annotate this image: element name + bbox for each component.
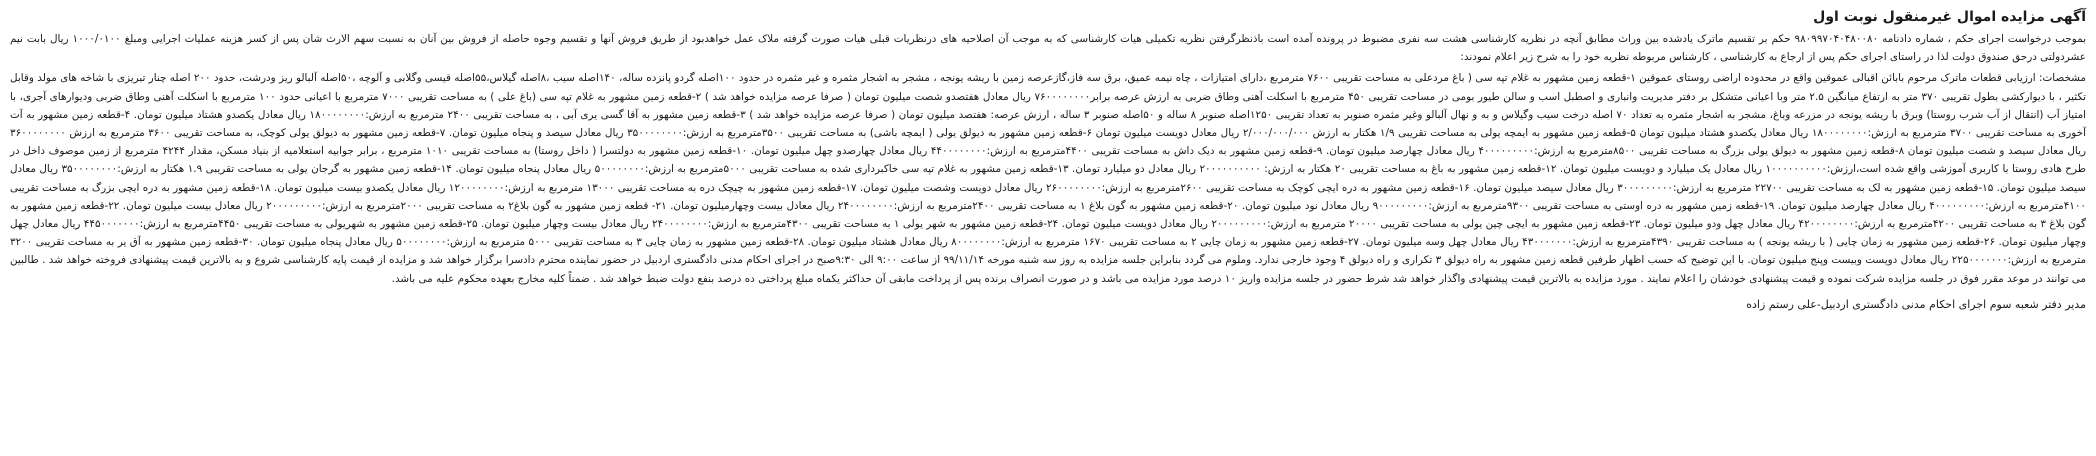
notice-intro-paragraph: بموجب درخواست اجرای حکم ، شماره دادنامه ۹۸۰۹۹۷۰۴۰۴۸۰۰۸۰ حکم بر تقسیم ماترک یادشده بین وراث مطابق آنچه در نظریه کارشناسی هشت سه نفری مضبوط در پرونده آمده است باذنظرگرفتن نظریه تکمیلی هیات کارشناسی که به موجب آن اصلاحیه های درنظریات قبلی هیات صورت گرفته ملاک عمل خواهدبود از طریق فروش آنها و تقسیم وجوه حاصله از فروش بین آنان به نسبت سهم الارث شان پس از کسر هزینه عملیات اجرایی ومبلغ ۱۰۰۰/۰۱۰۰ ریال بابت نیم عشردولتی درحق صندوق دولت لذا در راستای اجرای حکم پس از ارجاع به کارشناسی ، کارشناس مربوطه نظریه خود را به شرح زیر اعلام نمودند:	[10, 33, 2086, 64]
notice-title: آگهی مزایده اموال غیرمنقول نوبت اول	[1813, 9, 2086, 25]
notice-signature: مدیر دفتر شعبه سوم اجرای احکام مدنی دادگستری اردبیل-علی رستم زاده	[1746, 297, 2086, 311]
notice-body-paragraph: مشخصات: ارزیابی قطعات ماترک مرحوم بابائن اقبالی عموقین واقع در محدوده اراضی روستای عموقین ۱-قطعه زمین مشهور به غلام تپه سی ( باغ مردعلی به مساحت تقریبی ۷۶۰۰ مترمربع ،دارای امتیازات ، چاه نیمه عمیق، برق سه فاز،گازعرصه زمین با ریشه یونجه ، مشجر به اشجار مثمره و غیر مثمره در حدود ۱۰۰اصله گردو پانزده ساله، ۱۴۰اصله سیب ،۸اصله گیلاس،۵۵اصله قیسی وگلابی و آلوچه ،۵۰اصله آلبالو ریز ودرشت، حدود ۲۰۰ اصله چنار تبریزی با شاخه های مولد وقابل تکثیر ، با دیوارکشی بطول تقریبی ۳۷۰ متر به ارتفاع میانگین ۲.۵ متر وبا اعیانی متشکل بر دفتر مدیریت وانباری و اصطبل اسب و سالن طیور بومی در مساحت تقریبی ۴۵۰ مترمربع با اسکلت آهنی وطاق ضربی به ارزش عرصه برابر۷۶۰۰۰۰۰۰۰۰ ریال معادل هفتصدو شصت میلیون تومان ( صرفا عرصه مزایده خواهد شد ) ۲-قطعه زمین مشهور به غلام تپه سی (باغ علی ) به مساحت تقریبی ۷۰۰۰ مترمربع با اعیانی حدود ۱۰۰ مترمربع با اسکلت آهنی وطاق ضربی ودیوارهای آجری، با امتیاز آب (انتقال از آب شرب روستا) وبرق با ریشه یونجه در مزرعه وباغ، مشجر به اشجار مثمره به تعداد ۷۰ اصله درخت سیب وگیلاس و به و نهال آلبالو وغیر مثمره صنوبر به تعداد تقریبی ۱۲۵۰اصله صنوبر ۸ ساله و ۵۰اصله صنوبر ۳ ساله ، ارزش عرصه: هفتصد میلیون تومان ( صرفا عرصه مزایده خواهد شد ) ۳-قطعه زمین مشهور به آقا گسی یری آبی ، به مساحت تقریبی ۲۴۰۰ مترمربع به ارزش:۱۸۰۰۰۰۰۰۰۰ ریال معادل یکصدو هشتاد میلیون تومان. ۴-قطعه زمین مشهور به آت آخوری به مساحت تقریبی ۳۷۰۰ مترمربع به ارزش:۱۸۰۰۰۰۰۰۰۰ ریال معادل یکصدو هشتاد میلیون تومان ۵-قطعه زمین مشهور به ایمچه یولی به مساحت تقریبی ۱/۹ هکتار به ارزش ۲/۰۰۰/۰۰۰/۰۰۰ ریال معادل دویست میلیون تومان ۶-قطعه زمین مشهور به دیولق یولی ( ایمچه باشی) به مساحت تقریبی ۳۵۰۰مترمربع به ارزش:۳۵۰۰۰۰۰۰۰۰ ریال معادل سیصد و پنجاه میلیون تومان. ۷-قطعه زمین مشهور به دیولق یولی کوچک، به مساحت تقریبی ۳۶۰۰ مترمربع به ارزش ۳۶۰۰۰۰۰۰۰۰ ریال معادل سیصد و شصت میلیون تومان ۸-قطعه زمین مشهور به دیولق یولی بزرگ به مساحت تقریبی ۸۵۰۰مترمربع به ارزش:۴۰۰۰۰۰۰۰۰۰ ریال معادل چهارصد میلیون تومان. ۹-قطعه زمین مشهور به دیک داش به مساحت تقریبی ۴۴۰۰مترمربع به ارزش:۴۴۰۰۰۰۰۰۰۰ ریال معادل چهارصدو چهل میلیون تومان. ۱۰-قطعه زمین مشهور به دولتسرا ( داخل روستا) به مساحت تقریبی ۱۰۱۰ مترمربع ، برابر جوابیه استعلامیه از بنیاد مسکن، مقدار ۴۲۴۴ مترمربع از زمین موصوف داخل در طرح هادی روستا با کاربری آموزشی واقع شده است،ارزش:۱۰۰۰۰۰۰۰۰۰۰ ریال معادل یک میلیارد و دویست میلیون تومان. ۱۲-قطعه زمین مشهور به باغ به مساحت تقریبی ۲۰ هکتار به ارزش: ۲۰۰۰۰۰۰۰۰۰۰ ریال معادل دو میلیارد تومان. ۱۳-قطعه زمین مشهور به غلام تپه سی خاکبرداری شده به مساحت تقریبی ۵۰۰۰مترمربع به ارزش:۵۰۰۰۰۰۰۰۰ ریال معادل پنجاه میلیون تومان. ۱۴-قطعه زمین مشهور به گرجان یولی به مساحت تقریبی ۱.۹ هکتار به ارزش:۳۵۰۰۰۰۰۰۰۰ ریال معادل سیصد میلیون تومان. ۱۵-قطعه زمین مشهور به لک به مساحت تقریبی ۲۲۷۰۰ مترمربع به ارزش:۳۰۰۰۰۰۰۰۰۰ ریال معادل سیصد میلیون تومان. ۱۶-قطعه زمین مشهور به دره ایچی کوچک به مساحت تقریبی ۲۶۰۰مترمربع به ارزش:۲۶۰۰۰۰۰۰۰۰ ریال معادل دویست وشصت میلیون تومان. ۱۷-قطعه زمین مشهور به چیچک دره به مساحت تقریبی ۱۳۰۰۰ مترمربع به ارزش:۱۲۰۰۰۰۰۰۰۰ ریال معادل یکصدو بیست میلیون تومان. ۱۸-قطعه زمین مشهور به دره ایچی بزرگ به مساحت تقریبی ۴۱۰۰مترمربع به ارزش:۴۰۰۰۰۰۰۰۰۰ ریال معادل چهارصد میلیون تومان. ۱۹-قطعه زمین مشهور به دره اوستی به مساحت تقریبی ۹۳۰۰مترمربع به ارزش:۹۰۰۰۰۰۰۰۰۰ ریال معادل نود میلیون تومان. ۲۰-قطعه زمین مشهور به گون بلاغ ۱ به مساحت تقریبی ۲۴۰۰مترمربع به ارزش:۲۴۰۰۰۰۰۰۰۰ ریال معادل بیست وچهارمیلیون تومان. ۲۱- قطعه زمین مشهور به گون بلاغ۲ به مساحت تقریبی ۲۰۰۰مترمربع به ارزش:۲۰۰۰۰۰۰۰۰۰ ریال معادل بیست میلیون تومان. ۲۲-قطعه زمین مشهور به گون بلاغ ۳ به مساحت تقریبی ۴۲۰۰مترمربع به ارزش:۴۲۰۰۰۰۰۰۰۰ ریال معادل چهل ودو میلیون تومان. ۲۳-قطعه زمین مشهور به ایچی چین یولی به مساحت تقریبی ۲۰۰۰۰ مترمربع به ارزش:۲۰۰۰۰۰۰۰۰۰ ریال معادل دویست میلیون تومان. ۲۴-قطعه زمین مشهور به شهر یولی ۱ به مساحت تقریبی ۴۳۰۰مترمربع به ارزش:۲۴۰۰۰۰۰۰۰۰ ریال معادل بیست وچهار میلیون تومان. ۲۵-قطعه زمین مشهور به شهریولی به مساحت تقریبی ۴۴۵۰مترمربع به ارزش:۴۴۵۰۰۰۰۰۰۰ ریال معادل چهل وچهار میلیون تومان. ۲۶-قطعه زمین مشهور به زمان چایی ( با ریشه یونجه ) به مساحت تقریبی ۴۳۹۰مترمربع به ارزش:۴۳۰۰۰۰۰۰۰ ریال معادل چهل وسه میلیون تومان. ۲۷-قطعه زمین مشهور به زمان چایی ۲ به مساحت تقریبی ۱۶۷۰ مترمربع به ارزش:۸۰۰۰۰۰۰۰۰ ریال معادل هشتاد میلیون تومان. ۲۸-قطعه زمین مشهور به زمان چایی ۳ به مساحت تقریبی ۵۰۰۰ مترمربع به ارزش:۵۰۰۰۰۰۰۰۰ ریال معادل پنجاه میلیون تومان. ۳۰-قطعه زمین مشهور به آق یر به مساحت تقریبی ۳۲۰۰ مترمربع به ارزش:۲۲۵۰۰۰۰۰۰۰ ریال معادل دویست وبیست وپنج میلیون تومان. با این توضیح که حسب اظهار طرفین قطعه زمین مشهور به راه دیولق ۳ تکراری و راه دیولق ۴ وجود خارجی ندارد. وملوم می گردد بنابراین جلسه مزایده به روز سه شنبه مورخه ۹۹/۱۱/۱۴ از ساعت ۹:۰۰ الی ۹:۳۰صبح در اجرای احکام مدنی دادگستری اردبیل در حضور نماینده محترم دادسرا برگزار خواهد شد و مزایده از قیمت پایه کارشناسی شروع و به بالاترین قیمت پیشنهادی فروخته خواهد شد . طالبین می توانند در موعد مقرر فوق در جلسه مزایده شرکت نموده و قیمت پیشنهادی خودشان را اعلام نمایند . مورد مزایده به بالاترین قیمت پیشنهادی واگذار خواهد شد شرط حضور در جلسه مزایده واریز ۱۰ درصد مورد مزایده می باشد و در صورت انصراف برنده پس از پرداخت مابقی آن حداکثر یکماه مبلغ پرداختی ده درصد بنفع دولت ضبط خواهد شد . ضمناً کلیه مخارج بعهده محکوم علیه می باشد.	[10, 72, 2087, 285]
